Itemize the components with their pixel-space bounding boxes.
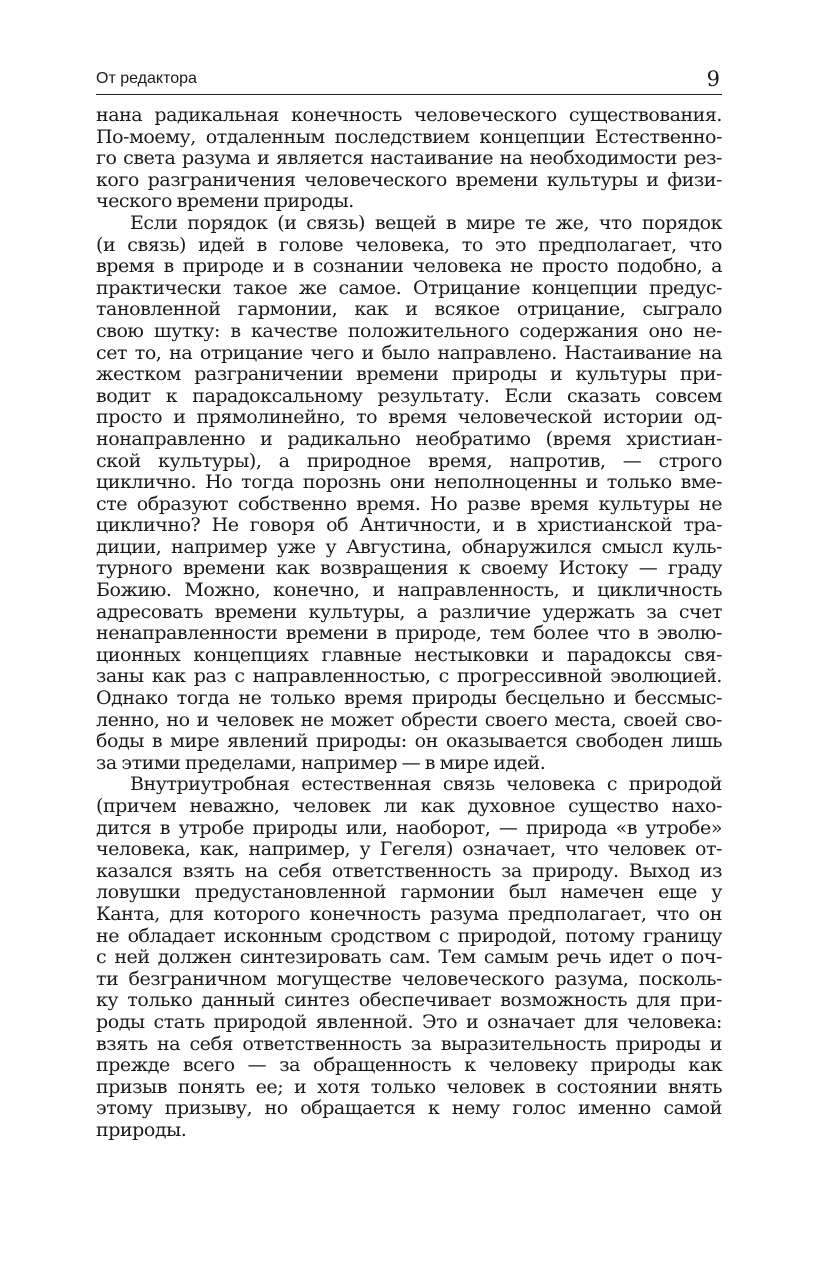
text-line: прежде всего — за обращенность к человеку природы как <box>96 1054 722 1077</box>
paragraph <box>96 105 722 213</box>
text-line: ской культуры), а природное время, напротив, — строго <box>96 449 722 472</box>
paragraph <box>96 774 722 1141</box>
page-number: 9 <box>706 67 720 91</box>
text-line: жестком разграничении времени природы и культуры при- <box>96 363 722 386</box>
text-line: По-моему, отдаленным последствием концепции Естественно- <box>96 125 722 148</box>
text-line: циклично. Но тогда порознь они неполноценны и только вме- <box>96 471 722 494</box>
text-line: дится в утробе природы или, наоборот, — природа «в утробе» <box>96 816 722 839</box>
text-line: Божию. Можно, конечно, и направленность, и цикличность <box>96 579 722 602</box>
text-line: практически такое же самое. Отрицание концепции предус- <box>96 276 722 299</box>
text-line: не обладает исконным сродством с природой, потому границу <box>96 924 722 947</box>
running-head <box>96 62 722 95</box>
text-line: ционных концепциях главные нестыковки и парадоксы свя- <box>96 643 722 666</box>
text-line: Канта, для которого конечность разума предполагает, что он <box>96 902 722 925</box>
text-line: го света разума и является настаивание на необходимости рез- <box>96 147 722 170</box>
text-line: человека, как, например, у Гегеля) означает, что человек от- <box>96 838 722 861</box>
text-line: нана радикальная конечность человеческого существования. <box>96 104 722 126</box>
text-line: сет то, на отрицание чего и было направлено. Настаивание на <box>96 341 722 364</box>
text-line: ческого времени природы. <box>96 190 354 213</box>
text-line: ти безграничном могуществе человеческого разума, посколь- <box>96 967 722 990</box>
paragraph <box>96 213 722 774</box>
text-line: тановленной гармонии, как и всякое отрицание, сыграло <box>96 298 722 321</box>
text-line: адресовать времени культуры, а различие удержать за счет <box>96 600 722 623</box>
text-line: ловушки предустановленной гармонии был намечен еще у <box>96 881 722 904</box>
text-line: циклично? Не говоря об Античности, и в христианской тра- <box>96 514 722 537</box>
text-line: с ней должен синтезировать сам. Тем самым речь идет о поч- <box>96 946 722 969</box>
text-line: Внутриутробная естественная связь человека с природой <box>130 773 722 796</box>
text-line: Если порядок (и связь) вещей в мире те же, что порядок <box>130 211 722 234</box>
body-text <box>96 105 722 1142</box>
text-line: Однако тогда не только время природы бесцельно и бессмыс- <box>96 687 722 710</box>
text-line: (причем неважно, человек ли как духовное существо нахо- <box>96 795 722 817</box>
text-line: казался взять на себя ответственность за природу. Выход из <box>96 859 722 882</box>
text-line: диции, например уже у Августина, обнаружился смысл куль- <box>96 535 722 558</box>
text-line: время в природе и в сознании человека не просто подобно, а <box>96 255 722 278</box>
text-line: ненаправленности времени в природе, тем более что в эволю- <box>96 622 722 645</box>
section-title: От редактора <box>96 70 197 87</box>
text-line: кого разграничения человеческого времени культуры и физи- <box>96 168 722 191</box>
text-line: этому призыву, но обращается к нему голос именно самой <box>96 1097 722 1120</box>
text-line: нонаправленно и радикально необратимо (время христиан- <box>96 427 722 450</box>
text-line: (и связь) идей в голове человека, то это предполагает, что <box>96 233 722 256</box>
text-line: ленно, но и человек не может обрести своего места, своей сво- <box>96 708 722 731</box>
text-line: просто и прямолинейно, то время человеческой истории од- <box>96 406 722 429</box>
text-line: сте образуют собственно время. Но разве время культуры не <box>96 492 722 515</box>
text-line: водит к парадоксальному результату. Если сказать совсем <box>96 384 722 407</box>
text-line: роды стать природой явленной. Это и означает для человека: <box>96 1010 722 1033</box>
text-line: свою шутку: в качестве положительного содержания оно не- <box>96 319 722 342</box>
text-line: боды в мире явлений природы: он оказывается свободен лишь <box>96 730 722 753</box>
text-line: заны как раз с направленностью, с прогрессивной эволюцией. <box>96 665 722 688</box>
text-line: призыв понять ее; и хотя только человек в состоянии внять <box>96 1075 722 1098</box>
text-line: турного времени как возвращения к своему Истоку — граду <box>96 557 722 580</box>
text-line: природы. <box>96 1118 187 1141</box>
text-line: ку только данный синтез обеспечивает возможность для при- <box>96 989 722 1012</box>
text-line: за этими пределами, например — в мире идей. <box>96 751 546 774</box>
text-line: взять на себя ответственность за выразительность природы и <box>96 1032 722 1055</box>
book-page <box>96 62 722 1142</box>
